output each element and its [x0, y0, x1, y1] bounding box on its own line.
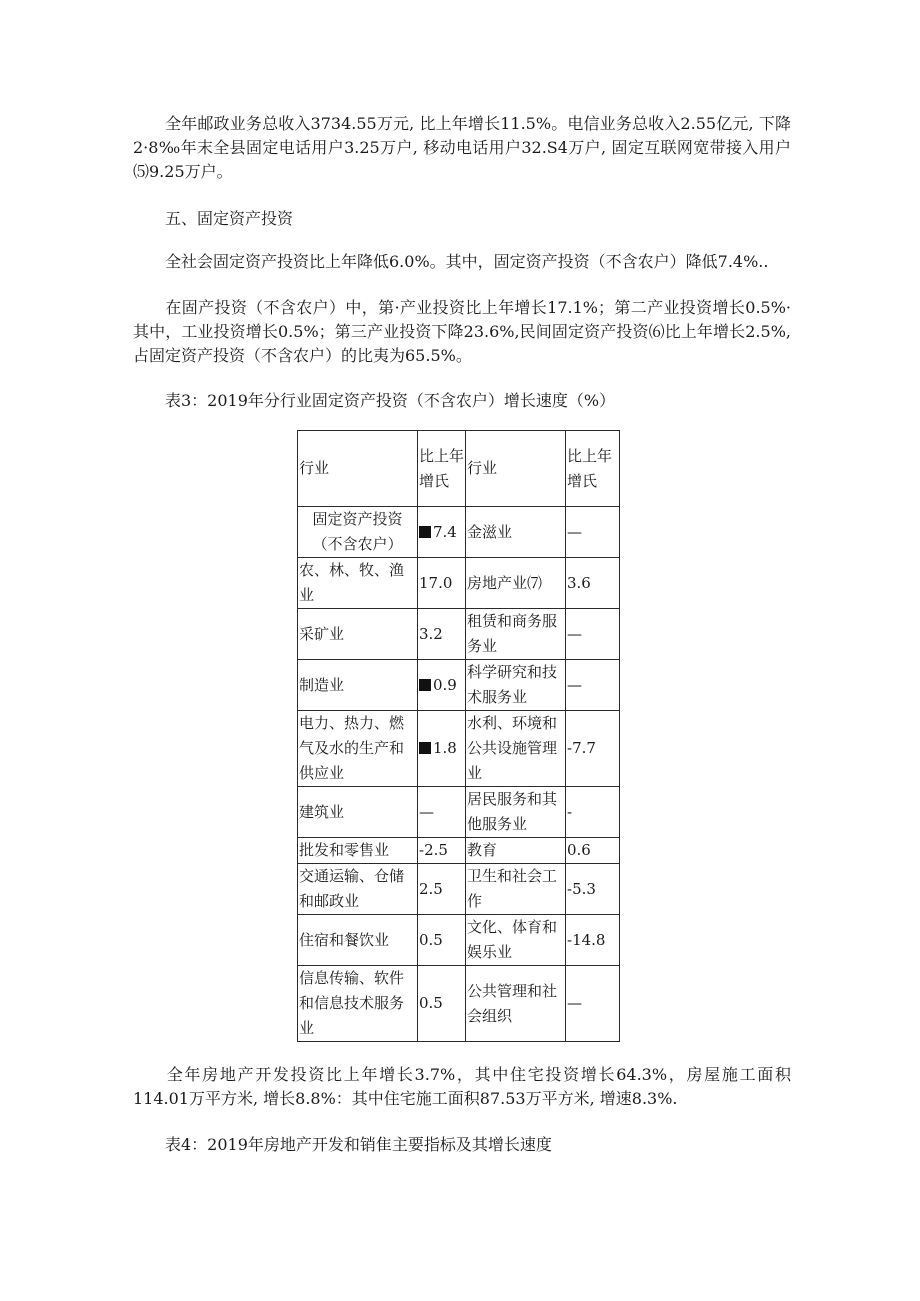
industry-name-cell: 采矿业	[298, 609, 418, 660]
industry-name-cell: 批发和零售业	[298, 838, 418, 864]
growth-value: 1.8	[433, 739, 457, 757]
growth-value-cell: 0.6	[566, 838, 620, 864]
table-row	[298, 558, 620, 609]
growth-value-cell: 3.6	[566, 558, 620, 609]
header-industry-right: 行业	[466, 431, 566, 507]
table-row	[298, 711, 620, 787]
industry-name-cell: 建筑业	[298, 787, 418, 838]
industry-name-cell: 房地产业⑺	[466, 558, 566, 609]
growth-value-cell	[418, 558, 466, 609]
growth-value-cell: -5.3	[566, 864, 620, 915]
growth-value: 17.0	[419, 573, 453, 592]
table-row	[298, 915, 620, 966]
growth-value-cell	[418, 915, 466, 966]
table3-caption: 表3：2019年分行业固定资产投资（不含农户）增长速度（%）	[165, 391, 616, 410]
growth-value-cell: -7.7	[566, 711, 620, 787]
industry-name-cell: 交通运输、仓储和邮政业	[298, 864, 418, 915]
industry-name-cell: 制造业	[298, 660, 418, 711]
paragraph-real-estate: 全年房地产开发投资比上年增长3.7%，其中住宅投资增长64.3%，房屋施工面积114.01万平方米, 增长8.8%：其中住宅施工面积87.53万平方米, 增速8.3%.	[133, 1065, 791, 1108]
growth-value: 0.5	[419, 930, 443, 949]
growth-value-cell	[418, 507, 466, 558]
table-row	[298, 838, 620, 864]
growth-value: -2.5	[419, 841, 448, 859]
table-industry-investment-growth	[297, 430, 620, 1042]
growth-value-cell	[418, 609, 466, 660]
growth-value: —	[419, 802, 434, 821]
growth-value-cell: -14.8	[566, 915, 620, 966]
table-row	[298, 966, 620, 1042]
industry-name-cell: 文化、体育和娱乐业	[466, 915, 566, 966]
table-row	[298, 609, 620, 660]
growth-value: 0.9	[433, 675, 457, 694]
section-heading-fixed-investment: 五、固定资产投资	[165, 209, 294, 228]
paragraph-industry-investment: 在固产投资（不含农户）中，第·产业投资比上年增长17.1%；第二产业投资增长0.5%·其中，工业投资增长0.5%；第三产业投资下降23.6%,民间固定资产投资⑹比上年增长2.5%,占固定资产投资（不含农户）的比夷为65.5%。	[133, 298, 791, 365]
growth-value: 3.2	[419, 624, 443, 643]
paragraph-postal-telecom: 全年邮政业务总收入3734.55万元, 比上年增长11.5%。电信业务总收入2.55亿元, 下降2·8‰年末全县固定电话用户3.25万户, 移动电话用户32.S4万户, 固定互联网宽带接入用户⑸9.25万户。	[133, 114, 791, 181]
industry-name-cell: 公共管理和社会组织	[466, 966, 566, 1042]
growth-value-cell: —	[566, 966, 620, 1042]
growth-value-cell	[418, 711, 466, 787]
growth-value-cell	[418, 966, 466, 1042]
industry-name-cell: 居民服务和其他服务业	[466, 787, 566, 838]
growth-value-cell: -	[566, 787, 620, 838]
growth-value-cell: —	[566, 609, 620, 660]
table-header-row	[298, 431, 620, 507]
header-growth-left: 比上年增氏	[418, 431, 466, 507]
header-industry-left: 行业	[298, 431, 418, 507]
negative-marker-icon	[419, 526, 431, 538]
growth-value: 2.5	[419, 879, 443, 898]
growth-value-cell	[418, 838, 466, 864]
industry-name-cell: 教育	[466, 838, 566, 864]
header-growth-right: 比上年增氏	[566, 431, 620, 507]
industry-name-cell: 金滋业	[466, 507, 566, 558]
growth-value-cell: —	[566, 660, 620, 711]
table-row	[298, 660, 620, 711]
industry-name-cell: 住宿和餐饮业	[298, 915, 418, 966]
industry-name-cell: 固定资产投资（不含农户）	[298, 507, 418, 558]
growth-value: 0.5	[419, 994, 443, 1012]
table-row	[298, 787, 620, 838]
industry-name-cell: 水利、环境和公共设施管理业	[466, 711, 566, 787]
industry-name-cell: 科学研究和技术服务业	[466, 660, 566, 711]
industry-name-cell: 卫生和社会工作	[466, 864, 566, 915]
growth-value: 7.4	[433, 522, 457, 541]
table-row	[298, 507, 620, 558]
industry-name-cell: 电力、热力、燃气及水的生产和供应业	[298, 711, 418, 787]
industry-name-cell: 农、林、牧、渔业	[298, 558, 418, 609]
negative-marker-icon	[419, 742, 431, 754]
table-row	[298, 864, 620, 915]
negative-marker-icon	[419, 679, 431, 691]
growth-value-cell	[418, 787, 466, 838]
industry-name-cell: 信息传输、软件和信息技术服务业	[298, 966, 418, 1042]
table4-caption: 表4：2019年房地产开发和销隹主要指标及其增长速度	[165, 1135, 552, 1154]
growth-value-cell	[418, 864, 466, 915]
industry-name-cell: 租赁和商务服务业	[466, 609, 566, 660]
paragraph-total-investment: 全社会固定资产投资比上年降低6.0%。其中，固定资产投资（不含农户）降低7.4%..	[165, 252, 769, 271]
growth-value-cell: —	[566, 507, 620, 558]
growth-value-cell	[418, 660, 466, 711]
